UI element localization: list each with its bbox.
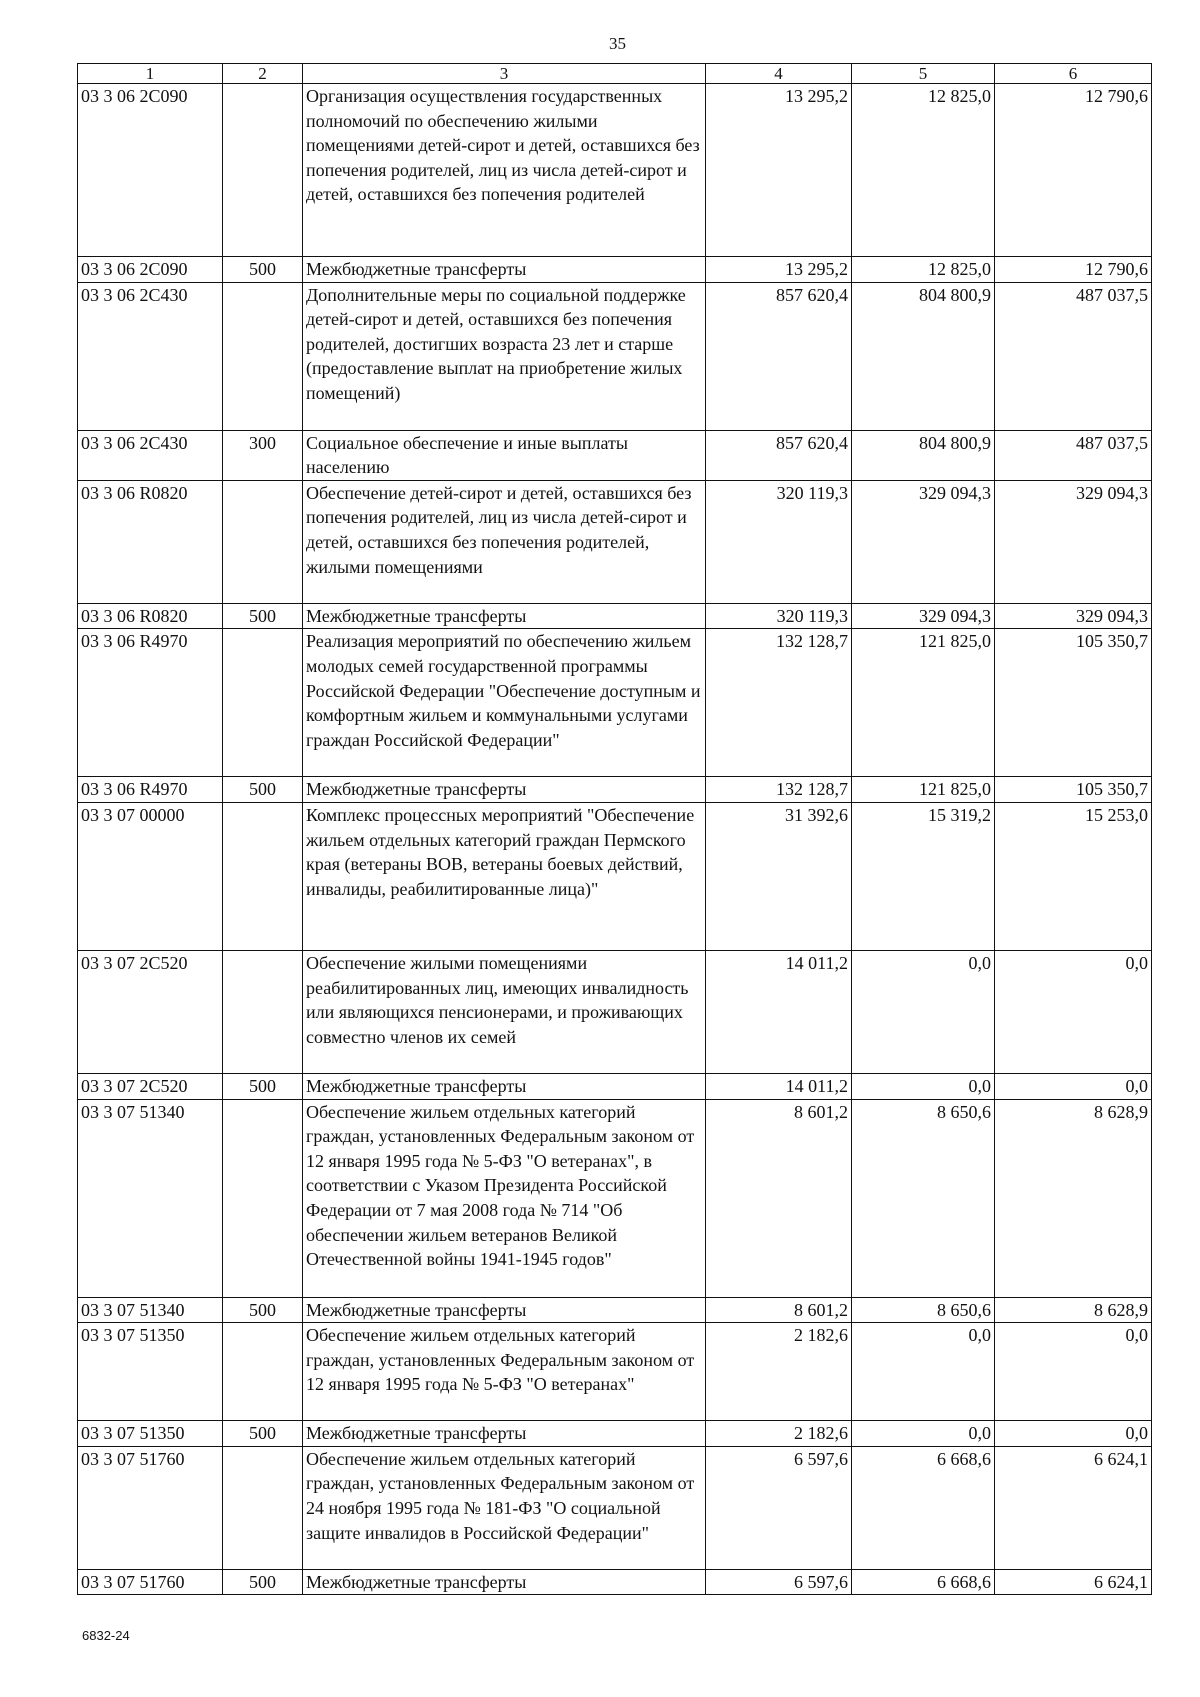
budget-code-cell: 03 3 06 2С430 [78, 430, 223, 480]
expense-type-cell: 500 [223, 1297, 303, 1323]
table-row [78, 1297, 1152, 1323]
budget-code-cell: 03 3 07 2С520 [78, 950, 223, 1073]
expense-type-cell: 500 [223, 1073, 303, 1099]
item-name-cell: Обеспечение жилыми помещениями реабилитированных лиц, имеющих инвалидность или являющихся пенсионерами, и проживающих совместно членов их семей [303, 950, 706, 1073]
table-row [78, 950, 1152, 1073]
amount-cell: 804 800,9 [852, 282, 995, 430]
expense-type-cell [223, 84, 303, 257]
table-row [78, 84, 1152, 257]
amount-cell: 8 628,9 [995, 1297, 1152, 1323]
item-name-cell: Обеспечение детей-сирот и детей, оставшихся без попечения родителей, лиц из числа детей-сирот и детей, оставшихся без попечения родителей, жилыми помещениями [303, 480, 706, 603]
amount-cell: 8 601,2 [706, 1297, 852, 1323]
table-row [78, 1323, 1152, 1421]
amount-cell: 12 790,6 [995, 84, 1152, 257]
table-row [78, 1073, 1152, 1099]
budget-code-cell: 03 3 07 2С520 [78, 1073, 223, 1099]
amount-cell: 0,0 [852, 1073, 995, 1099]
table-row [78, 1421, 1152, 1447]
expense-type-cell: 500 [223, 777, 303, 803]
budget-code-cell: 03 3 07 00000 [78, 802, 223, 950]
budget-code-cell: 03 3 07 51350 [78, 1421, 223, 1447]
expense-type-cell: 500 [223, 1569, 303, 1595]
amount-cell: 13 295,2 [706, 257, 852, 283]
item-name-cell: Межбюджетные трансферты [303, 777, 706, 803]
budget-code-cell: 03 3 07 51760 [78, 1569, 223, 1595]
amount-cell: 6 668,6 [852, 1569, 995, 1595]
amount-cell: 329 094,3 [852, 480, 995, 603]
amount-cell: 329 094,3 [995, 603, 1152, 629]
amount-cell: 6 624,1 [995, 1446, 1152, 1569]
amount-cell: 12 825,0 [852, 84, 995, 257]
item-name-cell: Организация осуществления государственных полномочий по обеспечению жилыми помещениями детей-сирот и детей, оставшихся без попечения родителей, лиц из числа детей-сирот и детей, оставшихся без попечения родителей [303, 84, 706, 257]
table-row [78, 430, 1152, 480]
budget-code-cell: 03 3 06 2С430 [78, 282, 223, 430]
expense-type-cell [223, 282, 303, 430]
item-name-cell: Реализация мероприятий по обеспечению жильем молодых семей государственной программы Российской Федерации "Обеспечение доступным и комфортным жильем и коммунальными услугами граждан Российской Федерации" [303, 629, 706, 777]
amount-cell: 15 319,2 [852, 802, 995, 950]
item-name-cell: Межбюджетные трансферты [303, 1297, 706, 1323]
budget-code-cell: 03 3 06 R0820 [78, 603, 223, 629]
amount-cell: 13 295,2 [706, 84, 852, 257]
table-row [78, 257, 1152, 283]
item-name-cell: Межбюджетные трансферты [303, 1073, 706, 1099]
amount-cell: 121 825,0 [852, 629, 995, 777]
amount-cell: 329 094,3 [852, 603, 995, 629]
amount-cell: 121 825,0 [852, 777, 995, 803]
table-row [78, 1569, 1152, 1595]
expense-type-cell: 500 [223, 603, 303, 629]
expense-type-cell [223, 1323, 303, 1421]
amount-cell: 329 094,3 [995, 480, 1152, 603]
table-row [78, 282, 1152, 430]
amount-cell: 6 597,6 [706, 1569, 852, 1595]
budget-table [77, 63, 1152, 1595]
expense-type-cell [223, 480, 303, 603]
budget-code-cell: 03 3 07 51760 [78, 1446, 223, 1569]
amount-cell: 8 601,2 [706, 1099, 852, 1297]
budget-code-cell: 03 3 06 2С090 [78, 257, 223, 283]
amount-cell: 105 350,7 [995, 629, 1152, 777]
expense-type-cell [223, 1446, 303, 1569]
table-row [78, 777, 1152, 803]
amount-cell: 320 119,3 [706, 603, 852, 629]
amount-cell: 857 620,4 [706, 282, 852, 430]
amount-cell: 105 350,7 [995, 777, 1152, 803]
expense-type-cell [223, 950, 303, 1073]
amount-cell: 15 253,0 [995, 802, 1152, 950]
budget-code-cell: 03 3 07 51350 [78, 1323, 223, 1421]
amount-cell: 0,0 [852, 1323, 995, 1421]
column-header: 1 [78, 64, 223, 84]
amount-cell: 8 650,6 [852, 1099, 995, 1297]
amount-cell: 6 597,6 [706, 1446, 852, 1569]
expense-type-cell: 500 [223, 1421, 303, 1447]
column-header: 6 [995, 64, 1152, 84]
expense-type-cell: 500 [223, 257, 303, 283]
table-row [78, 1099, 1152, 1297]
item-name-cell: Межбюджетные трансферты [303, 257, 706, 283]
table-row [78, 802, 1152, 950]
table-row [78, 603, 1152, 629]
budget-code-cell: 03 3 06 R4970 [78, 629, 223, 777]
item-name-cell: Обеспечение жильем отдельных категорий граждан, установленных Федеральным законом от 24 ноября 1995 года № 181-ФЗ "О социальной защите инвалидов в Российской Федерации" [303, 1446, 706, 1569]
amount-cell: 0,0 [995, 950, 1152, 1073]
item-name-cell: Межбюджетные трансферты [303, 603, 706, 629]
item-name-cell: Межбюджетные трансферты [303, 1569, 706, 1595]
amount-cell: 12 790,6 [995, 257, 1152, 283]
amount-cell: 132 128,7 [706, 777, 852, 803]
table-row [78, 1446, 1152, 1569]
budget-code-cell: 03 3 06 2С090 [78, 84, 223, 257]
budget-code-cell: 03 3 06 R0820 [78, 480, 223, 603]
amount-cell: 0,0 [852, 1421, 995, 1447]
amount-cell: 2 182,6 [706, 1323, 852, 1421]
budget-code-cell: 03 3 07 51340 [78, 1297, 223, 1323]
amount-cell: 8 628,9 [995, 1099, 1152, 1297]
expense-type-cell [223, 1099, 303, 1297]
item-name-cell: Обеспечение жильем отдельных категорий граждан, установленных Федеральным законом от 12 января 1995 года № 5-ФЗ "О ветеранах", в соответствии с Указом Президента Российской Федерации от 7 мая 2008 года № 714 "Об обеспечении жильем ветеранов Великой Отечественной войны 1941-1945 годов" [303, 1099, 706, 1297]
item-name-cell: Социальное обеспечение и иные выплаты населению [303, 430, 706, 480]
item-name-cell: Комплекс процессных мероприятий "Обеспечение жильем отдельных категорий граждан Пермского края (ветераны ВОВ, ветераны боевых действий, инвалиды, реабилитированные лица)" [303, 802, 706, 950]
document-code: 6832-24 [82, 1628, 130, 1643]
amount-cell: 320 119,3 [706, 480, 852, 603]
amount-cell: 0,0 [995, 1421, 1152, 1447]
expense-type-cell [223, 629, 303, 777]
amount-cell: 132 128,7 [706, 629, 852, 777]
amount-cell: 8 650,6 [852, 1297, 995, 1323]
column-header: 3 [303, 64, 706, 84]
expense-type-cell: 300 [223, 430, 303, 480]
amount-cell: 857 620,4 [706, 430, 852, 480]
table-header-row [78, 64, 1152, 84]
amount-cell: 12 825,0 [852, 257, 995, 283]
table-row [78, 480, 1152, 603]
amount-cell: 6 624,1 [995, 1569, 1152, 1595]
item-name-cell: Дополнительные меры по социальной поддержке детей-сирот и детей, оставшихся без попечения родителей, достигших возраста 23 лет и старше (предоставление выплат на приобретение жилых помещений) [303, 282, 706, 430]
table-row [78, 629, 1152, 777]
amount-cell: 0,0 [852, 950, 995, 1073]
column-header: 2 [223, 64, 303, 84]
budget-code-cell: 03 3 07 51340 [78, 1099, 223, 1297]
amount-cell: 31 392,6 [706, 802, 852, 950]
item-name-cell: Обеспечение жильем отдельных категорий граждан, установленных Федеральным законом от 12 января 1995 года № 5-ФЗ "О ветеранах" [303, 1323, 706, 1421]
expense-type-cell [223, 802, 303, 950]
column-header: 4 [706, 64, 852, 84]
amount-cell: 804 800,9 [852, 430, 995, 480]
page-number: 35 [609, 34, 626, 53]
amount-cell: 487 037,5 [995, 430, 1152, 480]
amount-cell: 2 182,6 [706, 1421, 852, 1447]
amount-cell: 6 668,6 [852, 1446, 995, 1569]
amount-cell: 0,0 [995, 1073, 1152, 1099]
budget-code-cell: 03 3 06 R4970 [78, 777, 223, 803]
amount-cell: 0,0 [995, 1323, 1152, 1421]
column-header: 5 [852, 64, 995, 84]
item-name-cell: Межбюджетные трансферты [303, 1421, 706, 1447]
amount-cell: 487 037,5 [995, 282, 1152, 430]
amount-cell: 14 011,2 [706, 1073, 852, 1099]
amount-cell: 14 011,2 [706, 950, 852, 1073]
